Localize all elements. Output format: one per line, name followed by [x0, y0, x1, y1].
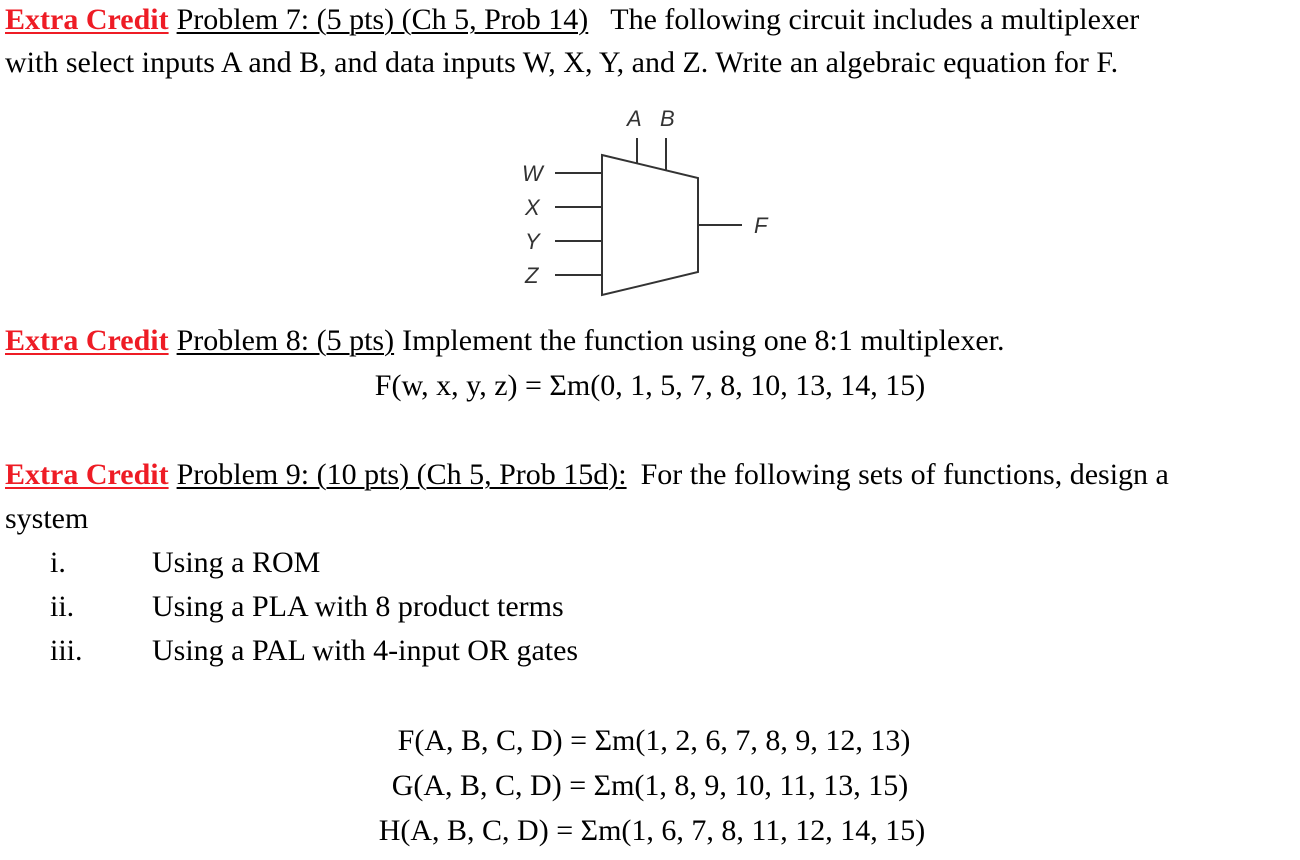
multiplexer-diagram — [510, 100, 810, 300]
list-item-number: ii. — [50, 590, 75, 623]
list-item-text: Using a ROM — [152, 546, 321, 579]
problem8-line1 — [5, 321, 1004, 361]
input-label-y: Y — [525, 229, 540, 254]
problem7-text-line2: with select inputs A and B, and data inputs W, X, Y, and Z. Write an algebraic equation for F. — [5, 46, 1119, 79]
problem7-heading: Problem 7: (5 pts) (Ch 5, Prob 14) — [176, 3, 589, 36]
problem9-text-line1: For the following sets of functions, design a — [640, 458, 1169, 491]
list-item-number: i. — [50, 546, 66, 579]
mux-body — [602, 155, 698, 295]
problem7-extra-credit-label: Extra Credit — [5, 3, 169, 36]
problem8-text: Implement the function using one 8:1 multiplexer. — [402, 324, 1005, 357]
problem8-heading: Problem 8: (5 pts) — [176, 324, 395, 357]
problem8-equation: F(w, x, y, z) = Σm(0, 1, 5, 7, 8, 10, 13, 14, 15) — [374, 369, 926, 402]
problem7-line1 — [5, 0, 1139, 40]
select-label-a: A — [627, 106, 642, 131]
list-item-text: Using a PLA with 8 product terms — [152, 590, 564, 623]
problem9-extra-credit-label: Extra Credit — [5, 458, 169, 491]
equation-g: G(A, B, C, D) = Σm(1, 8, 9, 10, 11, 13, 15) — [391, 769, 909, 802]
problem8-extra-credit-label: Extra Credit — [5, 324, 169, 357]
output-label-f: F — [754, 213, 768, 238]
equation-h: H(A, B, C, D) = Σm(1, 6, 7, 8, 11, 12, 14, 15) — [378, 814, 926, 847]
equation-f: F(A, B, C, D) = Σm(1, 2, 6, 7, 8, 9, 12, 13) — [397, 724, 911, 757]
input-label-w: W — [522, 161, 543, 186]
problem7-text-line1: The following circuit includes a multiplexer — [610, 3, 1140, 36]
select-label-b: B — [660, 106, 675, 131]
problem9-line1 — [5, 455, 1169, 495]
input-label-x: X — [525, 195, 540, 220]
input-label-z: Z — [525, 263, 539, 288]
list-item-text: Using a PAL with 4-input OR gates — [152, 634, 579, 667]
problem9-heading: Problem 9: (10 pts) (Ch 5, Prob 15d): — [176, 458, 627, 491]
list-item-number: iii. — [50, 634, 83, 667]
problem9-text-line2: system — [5, 502, 89, 535]
